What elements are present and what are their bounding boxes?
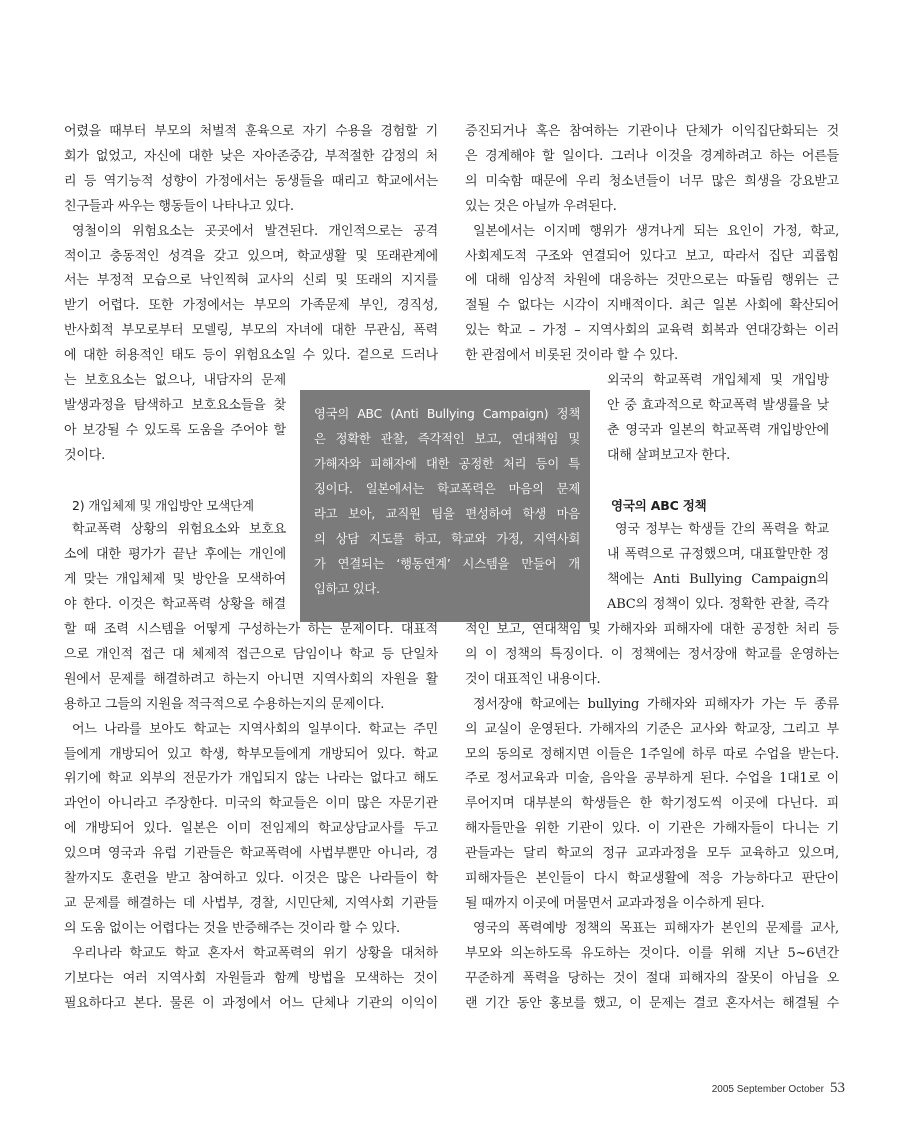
right-column-line: 책에는 Anti Bullying Campaign의	[607, 572, 829, 588]
right-column-line: 일본에서는 이지메 행위가 생겨나게 되는 요인이 가정, 학교,	[473, 223, 839, 239]
right-column-line: 꾸준하게 폭력을 당하는 것이 절대 피해자의 잘못이 아님을 오	[465, 970, 839, 986]
right-column-line: 대해 살펴보고자 한다.	[607, 447, 731, 463]
right-column-line: 모의 동의로 정해지면 이들은 1주일에 하루 따로 수업을 받는다.	[465, 746, 839, 762]
right-column-line: 의 미숙함 때문에 우리 청소년들이 너무 많은 희생을 강요받고	[465, 173, 839, 189]
right-column-line: 것이 대표적인 내용이다.	[465, 671, 601, 687]
right-column-line: 피해자들은 본인들이 다시 학교생활에 적응 가능하다고 판단이	[465, 871, 839, 886]
left-column-line: 과언이 아니라고 주장한다. 미국의 학교들은 이미 많은 자문기관	[64, 796, 438, 812]
right-column-line: 랜 기간 동안 홍보를 했고, 이 문제는 결코 혼자서는 해결될 수	[465, 995, 839, 1011]
pull-quote-line: 영국의 ABC (Anti Bullying Campaign) 정책	[314, 407, 580, 421]
pull-quote-line: 징이다. 일본에서는 학교폭력은 마음의 문제	[314, 482, 580, 496]
left-column-line: 리 등 역기능적 성향이 가정에서는 동생들을 때리고 학교에서는	[64, 173, 438, 189]
right-column-line: 해자들만을 위한 기관이 있다. 이 기관은 가해자들이 다니는 기	[465, 821, 839, 837]
pull-quote-box	[300, 390, 590, 622]
left-column-line: 어렸을 때부터 부모의 처벌적 훈육으로 자기 수용을 경험할 기	[64, 124, 438, 139]
pull-quote-line: 의 상담 지도를 하고, 학교와 가정, 지역사회	[314, 532, 580, 546]
left-column-line: 어느 나라를 보아도 학교는 지역사회의 일부이다. 학교는 주민	[72, 721, 438, 737]
pull-quote-line: 가 연결되는 ‘행동연계’ 시스템을 만들어 개	[314, 557, 580, 571]
right-column-line: 춘 영국과 일본의 학교폭력 개입방안에	[607, 422, 829, 438]
footer-date: 2005 September October	[711, 1084, 824, 1095]
pull-quote-line: 라고 보아, 교직원 팀을 편성하여 학생 마음	[314, 507, 580, 521]
right-column-line: 내 폭력으로 규정했으며, 대표할만한 정	[607, 547, 829, 563]
left-column-line: 친구들과 싸우는 행동들이 나타나고 있다.	[64, 198, 294, 214]
right-column-line: 루어지며 대부분의 학생들은 한 학기정도씩 이곳에 다닌다. 피	[465, 796, 839, 812]
left-column-line: 용하고 그들의 지원을 적극적으로 수용하는지의 문제이다.	[64, 696, 385, 712]
left-column-line: 받기 어렵다. 또한 가정에서는 부모의 가족문제 부인, 경직성,	[64, 298, 438, 314]
page-footer	[712, 1080, 845, 1097]
right-column-line: 안 중 효과적으로 학교폭력 발생률을 낮	[607, 397, 829, 413]
left-column-line: 야 한다. 이것은 학교폭력 상황을 해결	[64, 597, 286, 613]
left-column-line: 할 때 조력 시스템을 어떻게 구성하는가 하는 문제이다. 대표적	[64, 622, 438, 637]
page-number: 53	[830, 1080, 845, 1096]
left-column-line: 원에서 문제를 해결하려고 하는지 아니면 지역사회의 자원을 활	[64, 671, 438, 687]
right-column-section-heading: 영국의 ABC 정책	[611, 497, 707, 513]
right-column-line: 될 때까지 이곳에 머물면서 교과과정을 이수하게 된다.	[465, 895, 765, 911]
right-column-line: 있는 것은 아닐까 우려된다.	[465, 198, 617, 214]
left-column-line: 에 대한 허용적인 태도 등이 위험요소일 수 있다. 겉으로 드러나	[64, 348, 438, 364]
right-column-line: 적인 보고, 연대책임 및 가해자와 피해자에 대한 공정한 처리 등	[465, 622, 839, 637]
right-column-line: 정서장애 학교에는 bullying 가해자와 피해자가 가는 두 종류	[473, 696, 839, 712]
left-column-line: 기보다는 여러 지역사회 자원들과 함께 방법을 모색하는 것이	[64, 970, 438, 986]
pull-quote-line: 입하고 있다.	[314, 582, 380, 596]
left-column-line: 서는 부정적 모습으로 낙인찍혀 교사의 신뢰 및 또래의 지지를	[64, 273, 438, 289]
left-column-line: 에 개방되어 있다. 일본은 이미 전임제의 학교상담교사를 두고	[64, 821, 438, 837]
right-column-line: 관들과는 달리 학교의 정규 교과과정을 모두 교육하고 있으며,	[465, 846, 839, 862]
right-column-line: 은 경계해야 할 일이다. 그러나 이것을 경계하려고 하는 어른들	[465, 148, 839, 164]
left-column-line: 으로 개인적 접근 대 체제적 접근으로 담임이나 학교 등 단일차	[64, 646, 438, 662]
left-column-line: 들에게 개방되어 있고 학생, 학부모들에게 개방되어 있다. 학교	[64, 746, 438, 762]
left-column-line: 필요하다고 본다. 물론 이 과정에서 어느 단체나 기관의 이익이	[64, 995, 438, 1011]
left-column-line: 우리나라 학교도 학교 혼자서 학교폭력의 위기 상황을 대처하	[72, 945, 438, 961]
right-column-line: 절될 수 없다는 시각이 지배적이다. 최근 일본 사회에 확산되어	[465, 298, 839, 314]
right-column-line: 한 관점에서 비롯된 것이라 할 수 있다.	[465, 348, 678, 364]
right-column-line: 외국의 학교폭력 개입체제 및 개입방	[607, 373, 829, 388]
left-column-line: 것이다.	[64, 447, 106, 463]
right-column-line: 영국의 폭력예방 정책의 목표는 피해자가 본인의 문제를 교사,	[473, 920, 839, 936]
right-column-line: 사회제도적 구조와 연결되어 있다고 보고, 따라서 집단 괴롭힘	[465, 248, 839, 264]
left-column-line: 학교폭력 상황의 위험요소와 보호요	[72, 522, 286, 538]
left-column-line: 회가 없었고, 자신에 대한 낮은 자아존중감, 부적절한 감정의 처	[64, 148, 438, 164]
right-column-line: 주로 정서교육과 미술, 음악을 공부하게 된다. 수업을 1대1로 이	[465, 771, 839, 787]
right-column-line: 영국 정부는 학생들 간의 폭력을 학교	[615, 522, 829, 538]
pull-quote-line: 가해자와 피해자에 대한 공정한 처리 등이 특	[314, 457, 580, 471]
left-column-section-heading: 2) 개입체제 및 개입방안 모색단계	[72, 497, 254, 513]
right-column-line: 의 이 정책의 특징이다. 이 정책에는 정서장애 학교를 운영하는	[465, 646, 839, 662]
left-column-line: 발생과정을 탐색하고 보호요소들을 찾	[64, 397, 286, 413]
left-column-line: 반사회적 부모로부터 모델링, 부모의 자녀에 대한 무관심, 폭력	[64, 323, 438, 339]
left-column-line: 찰까지도 훈련을 받고 참여하고 있다. 이것은 많은 나라들이 학	[64, 871, 438, 886]
right-column-line: 의 교실이 운영된다. 가해자의 기준은 교사와 학교장, 그리고 부	[465, 721, 839, 737]
right-column-line: 에 대해 임상적 차원에 대응하는 것만으로는 따돌림 행위는 근	[465, 273, 839, 289]
left-column-line: 교 문제를 해결하는 데 사법부, 경찰, 시민단체, 지역사회 기관들	[64, 895, 438, 911]
left-column-line: 의 도움 없이는 어렵다는 것을 반증해주는 것이라 할 수 있다.	[64, 920, 400, 936]
pull-quote-line: 은 정확한 관찰, 즉각적인 보고, 연대책임 및	[314, 432, 580, 446]
right-column-line: 증진되거나 혹은 참여하는 기관이나 단체가 이익집단화되는 것	[465, 124, 839, 139]
left-column-line: 는 보호요소는 없으나, 내담자의 문제	[64, 373, 286, 388]
left-column-line: 아 보강될 수 있도록 도움을 주어야 할	[64, 422, 286, 438]
left-column-line: 있으며 영국과 유럽 기관들은 학교폭력에 사법부뿐만 아니라, 경	[64, 846, 438, 862]
left-column-line: 적이고 충동적인 성격을 갖고 있으며, 학교생활 및 또래관계에	[64, 248, 438, 264]
left-column-line: 소에 대한 평가가 끝난 후에는 개인에	[64, 547, 286, 563]
right-column-line: 부모와 의논하도록 유도하는 것이다. 이를 위해 지난 5~6년간	[465, 945, 839, 961]
right-column-line: ABC의 정책이 있다. 정확한 관찰, 즉각	[607, 597, 829, 613]
left-column-line: 게 맞는 개입체제 및 방안을 모색하여	[64, 572, 286, 588]
left-column-line: 위기에 학교 외부의 전문가가 개입되지 않는 나라는 없다고 해도	[64, 771, 438, 787]
left-column-line: 영철이의 위험요소는 곳곳에서 발견된다. 개인적으로는 공격	[72, 223, 438, 239]
right-column-line: 있는 학교 – 가정 – 지역사회의 교육력 회복과 연대강화는 이러	[465, 323, 839, 339]
